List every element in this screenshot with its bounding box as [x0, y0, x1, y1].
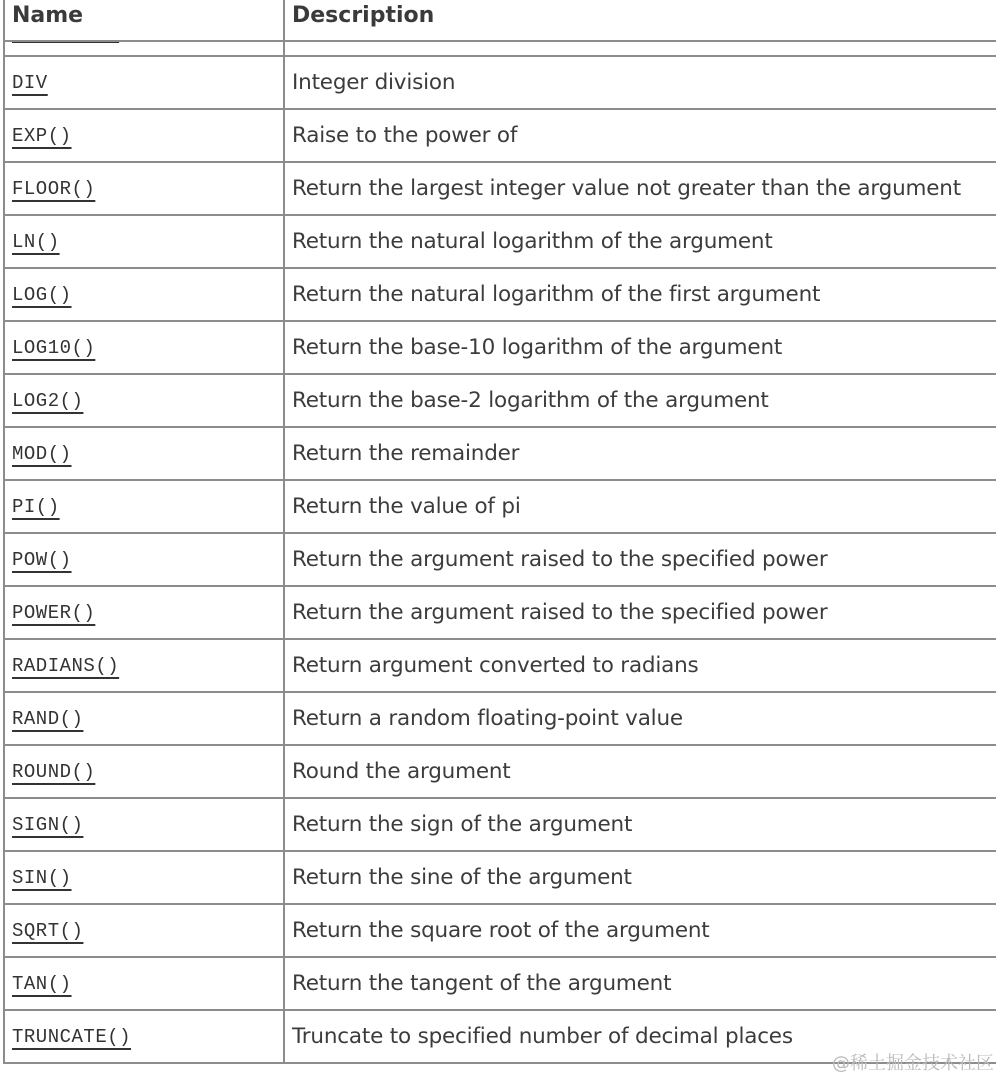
description-cell	[284, 41, 996, 56]
function-name-link[interactable]: LOG()	[12, 283, 72, 306]
table-row	[4, 215, 996, 268]
name-cell	[4, 321, 284, 374]
table-header	[4, 0, 996, 41]
table-row	[4, 109, 996, 162]
name-cell	[4, 427, 284, 480]
function-description: Return the base-10 logarithm of the argument	[292, 335, 783, 360]
function-name-link[interactable]: MOD()	[12, 442, 72, 465]
function-name-link[interactable]: SIGN()	[12, 813, 84, 836]
table-row	[4, 851, 996, 904]
function-description: Return the argument raised to the specified power	[292, 547, 828, 572]
description-cell	[284, 268, 996, 321]
name-cell	[4, 851, 284, 904]
description-cell	[284, 745, 996, 798]
table-row	[4, 56, 996, 109]
function-name-link[interactable]: RADIANS()	[12, 654, 120, 677]
header-name: Name	[4, 0, 284, 41]
name-cell	[4, 374, 284, 427]
function-name-link[interactable]: PI()	[12, 495, 60, 518]
function-name-link[interactable]: LN()	[12, 230, 60, 253]
description-cell	[284, 427, 996, 480]
table-row	[4, 162, 996, 215]
function-description: Return the remainder	[292, 441, 520, 466]
name-cell	[4, 480, 284, 533]
description-cell	[284, 586, 996, 639]
function-name-link[interactable]: SQRT()	[12, 919, 84, 942]
name-cell	[4, 109, 284, 162]
function-description: Integer division	[292, 70, 456, 95]
description-cell	[284, 851, 996, 904]
function-description: Return the square root of the argument	[292, 918, 710, 943]
function-description: Return the sign of the argument	[292, 812, 633, 837]
description-cell	[284, 904, 996, 957]
name-cell	[4, 745, 284, 798]
name-cell	[4, 639, 284, 692]
name-cell	[4, 268, 284, 321]
table-row	[4, 321, 996, 374]
function-name-link[interactable]: DIV	[12, 71, 48, 94]
description-cell	[284, 109, 996, 162]
watermark: @稀土掘金技术社区	[832, 1053, 994, 1074]
function-name-link[interactable]: LOG2()	[12, 389, 84, 412]
description-cell	[284, 321, 996, 374]
table-row-partial	[4, 41, 996, 56]
table-row	[4, 533, 996, 586]
table-row	[4, 904, 996, 957]
header-description: Description	[284, 0, 996, 41]
function-name-link[interactable]: SIN()	[12, 866, 72, 889]
description-cell	[284, 533, 996, 586]
name-cell	[4, 692, 284, 745]
function-description: Return the sine of the argument	[292, 865, 632, 890]
table-body	[4, 41, 996, 1063]
table-row	[4, 374, 996, 427]
table-row	[4, 268, 996, 321]
function-name-link[interactable]: TAN()	[12, 972, 72, 995]
name-cell	[4, 586, 284, 639]
function-table-container	[3, 0, 996, 1068]
function-name-link[interactable]: EXP()	[12, 124, 72, 147]
function-name-link[interactable]: POW()	[12, 548, 72, 571]
function-table	[3, 0, 996, 1064]
function-name-link[interactable]: RAND()	[12, 707, 84, 730]
function-description: Return the value of pi	[292, 494, 521, 519]
name-cell	[4, 1010, 284, 1063]
function-description: Raise to the power of	[292, 123, 518, 148]
function-description: Return the tangent of the argument	[292, 971, 672, 996]
name-cell	[4, 215, 284, 268]
description-cell	[284, 798, 996, 851]
function-description: Return a random floating-point value	[292, 706, 683, 731]
function-description: Return the base-2 logarithm of the argument	[292, 388, 769, 413]
function-description: Return the argument raised to the specified power	[292, 600, 828, 625]
description-cell	[284, 56, 996, 109]
function-description: Return argument converted to radians	[292, 653, 699, 678]
table-row	[4, 745, 996, 798]
function-description: Round the argument	[292, 759, 511, 784]
name-cell	[4, 56, 284, 109]
header-row	[4, 0, 996, 41]
name-cell	[4, 798, 284, 851]
table-row	[4, 798, 996, 851]
description-cell	[284, 957, 996, 1010]
name-cell	[4, 162, 284, 215]
function-name-link[interactable]: TRUNCATE()	[12, 1025, 132, 1048]
description-cell	[284, 162, 996, 215]
function-description: Return the largest integer value not greater than the argument	[292, 176, 961, 201]
table-row	[4, 692, 996, 745]
description-cell	[284, 480, 996, 533]
function-name-link[interactable]: LOG10()	[12, 336, 96, 359]
name-cell	[4, 957, 284, 1010]
name-cell	[4, 533, 284, 586]
description-cell	[284, 639, 996, 692]
table-row	[4, 586, 996, 639]
function-name-link[interactable]: ROUND()	[12, 760, 96, 783]
function-description: Return the natural logarithm of the argument	[292, 229, 773, 254]
function-name-link[interactable]: POWER()	[12, 601, 96, 624]
table-row	[4, 639, 996, 692]
table-row	[4, 957, 996, 1010]
description-cell	[284, 374, 996, 427]
table-row	[4, 427, 996, 480]
function-description: Truncate to specified number of decimal places	[292, 1024, 793, 1049]
name-cell	[4, 41, 284, 56]
description-cell	[284, 215, 996, 268]
name-cell	[4, 904, 284, 957]
function-description: Return the natural logarithm of the first argument	[292, 282, 821, 307]
table-row	[4, 480, 996, 533]
description-cell	[284, 692, 996, 745]
function-name-link[interactable]: FLOOR()	[12, 177, 96, 200]
